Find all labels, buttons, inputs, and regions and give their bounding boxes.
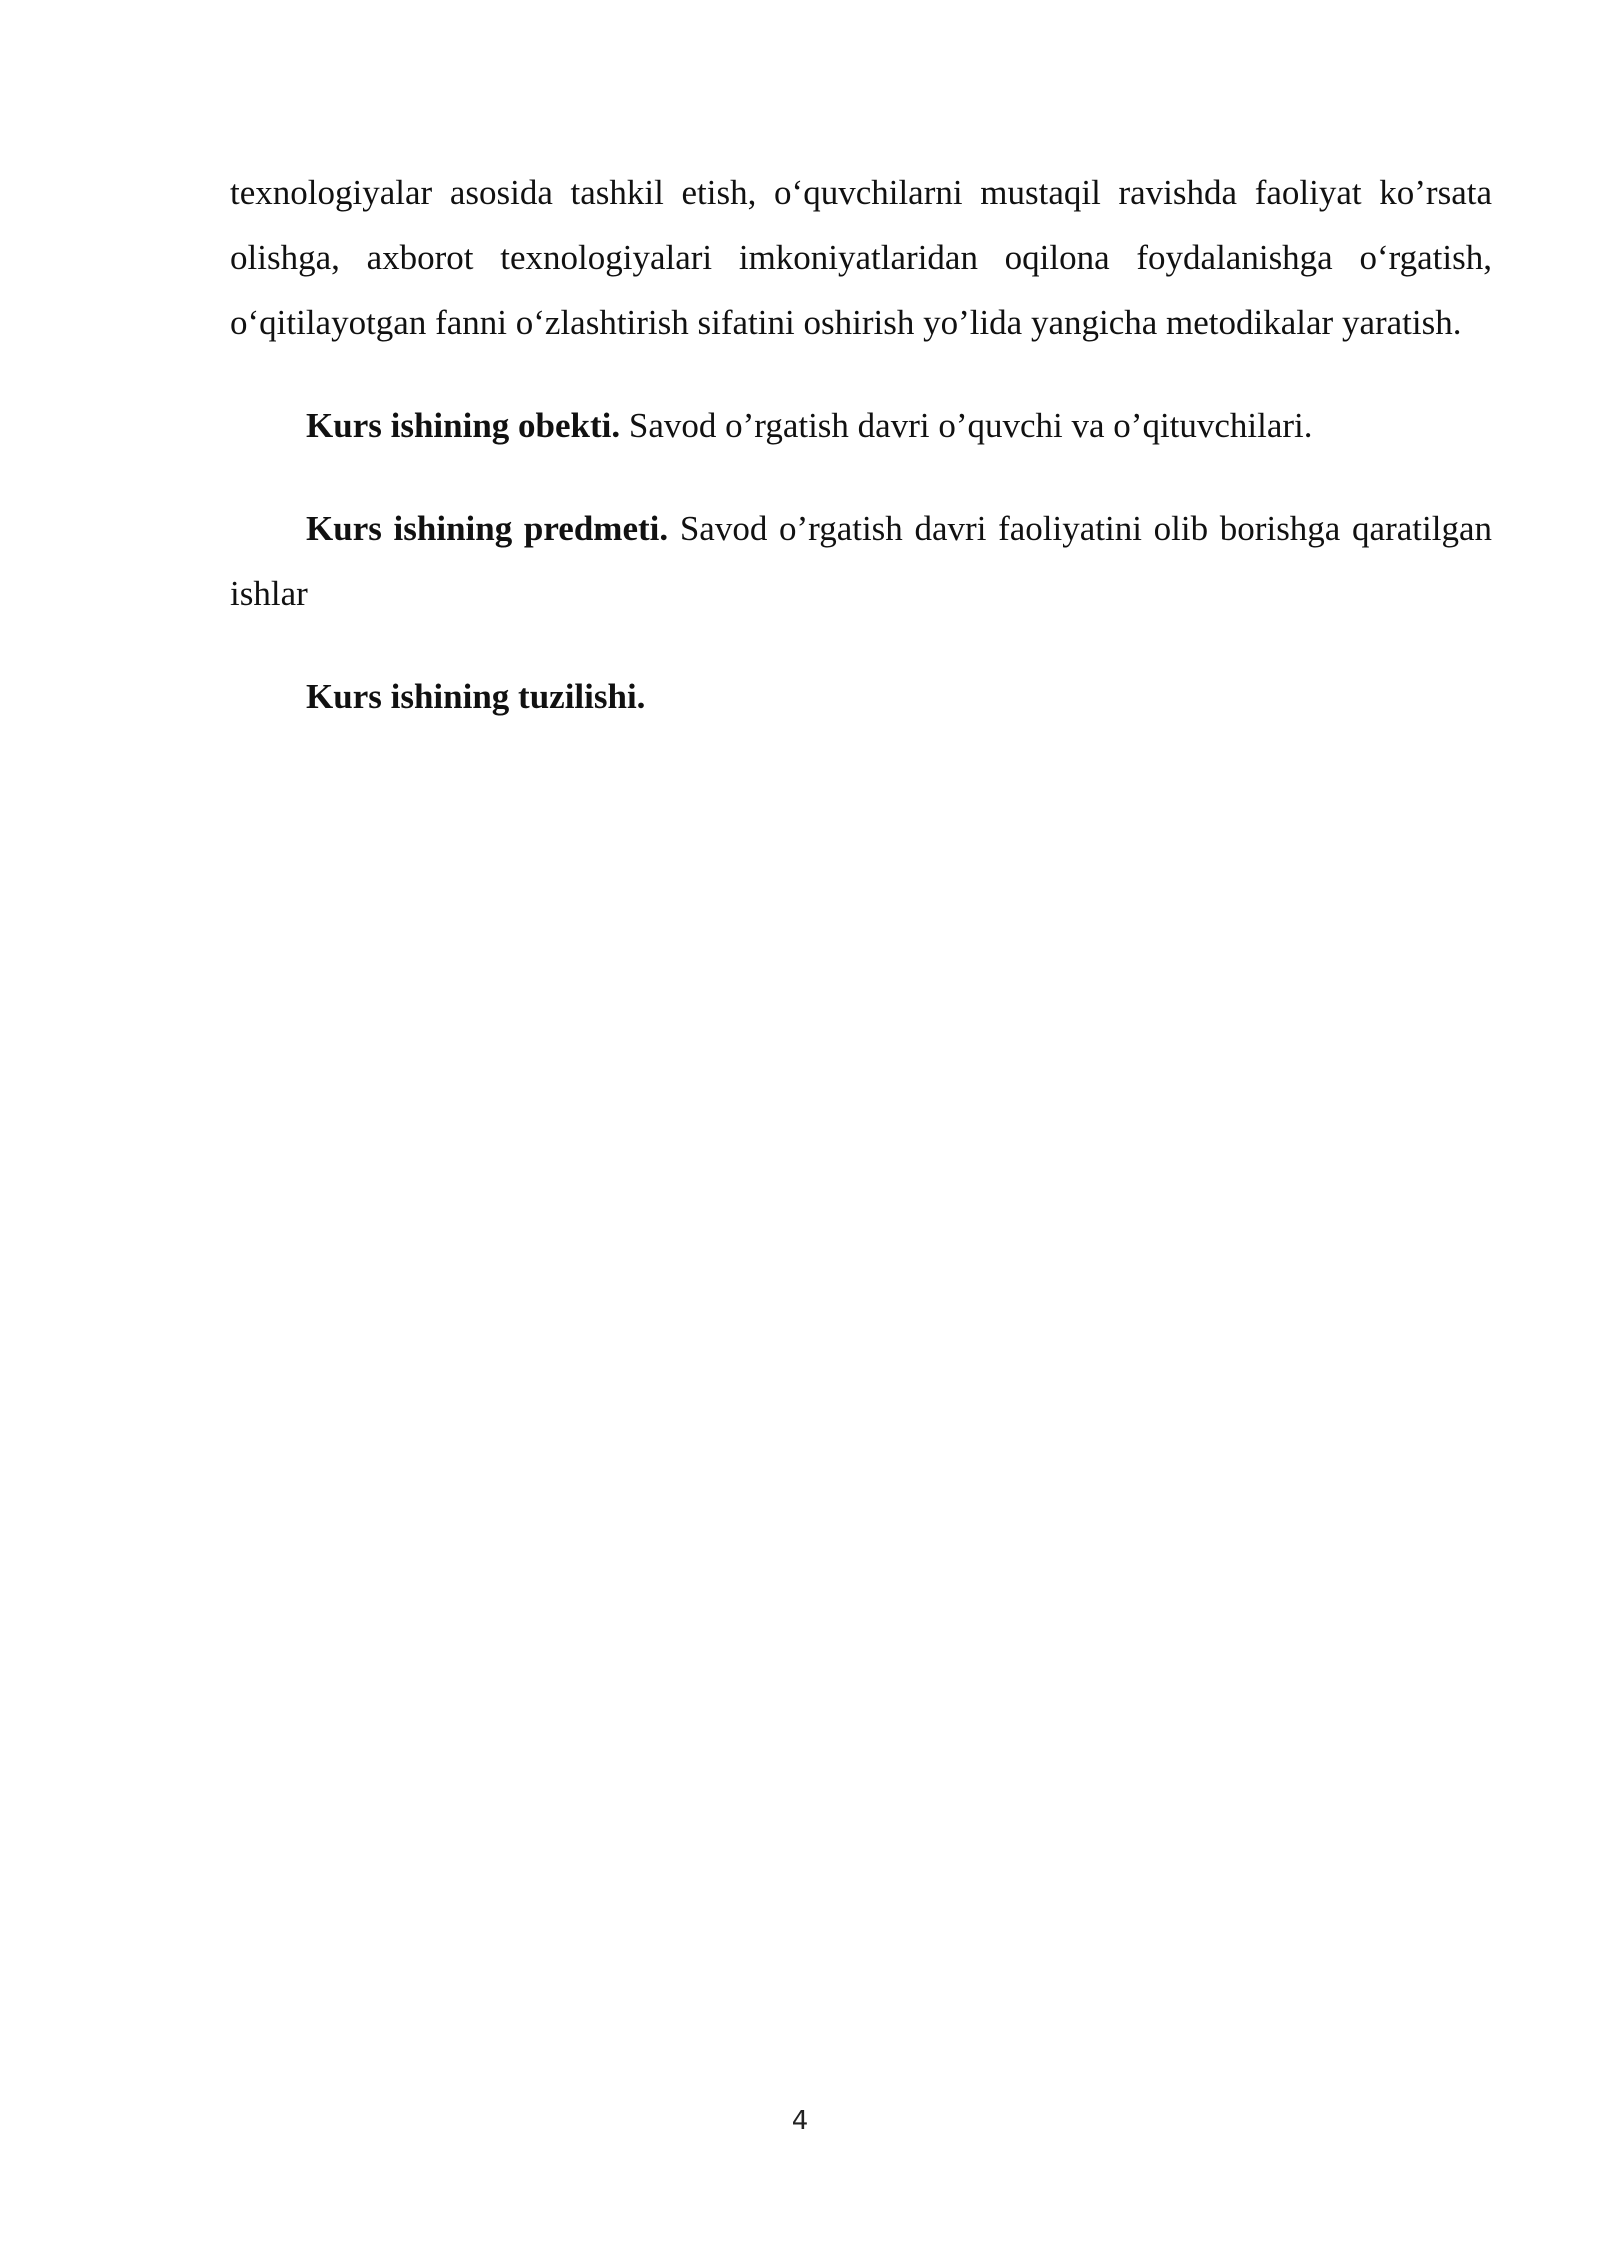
page-number: 4 — [791, 2106, 809, 2136]
structure-paragraph — [230, 664, 1492, 729]
subject-paragraph — [230, 496, 1492, 626]
page-content — [230, 160, 1492, 729]
subject-label: Kurs ishining predmeti. — [306, 509, 669, 548]
object-label: Kurs ishining obekti. — [306, 406, 621, 445]
intro-paragraph — [230, 160, 1492, 355]
object-text: Savod o’rgatish davri o’quvchi va o’qituvchilari. — [620, 406, 1313, 445]
intro-paragraph-text: texnologiyalar asosida tashkil etish, o‘quvchilarni mustaqil ravishda faoliyat ko’rsata olishga, axborot texnologiyalari imkoniyatlaridan oqilona foydalanishga o‘rgatish, o‘qitilayotgan fanni o‘zlashtirish sifatini oshirish yo’lida yangicha metodikalar yaratish. — [230, 173, 1492, 342]
object-paragraph — [230, 393, 1492, 458]
subject-text: Savod o’rgatish davri faoliyatini olib borishga qaratilgan ishlar — [230, 509, 1492, 613]
structure-label: Kurs ishining tuzilishi. — [306, 677, 646, 716]
